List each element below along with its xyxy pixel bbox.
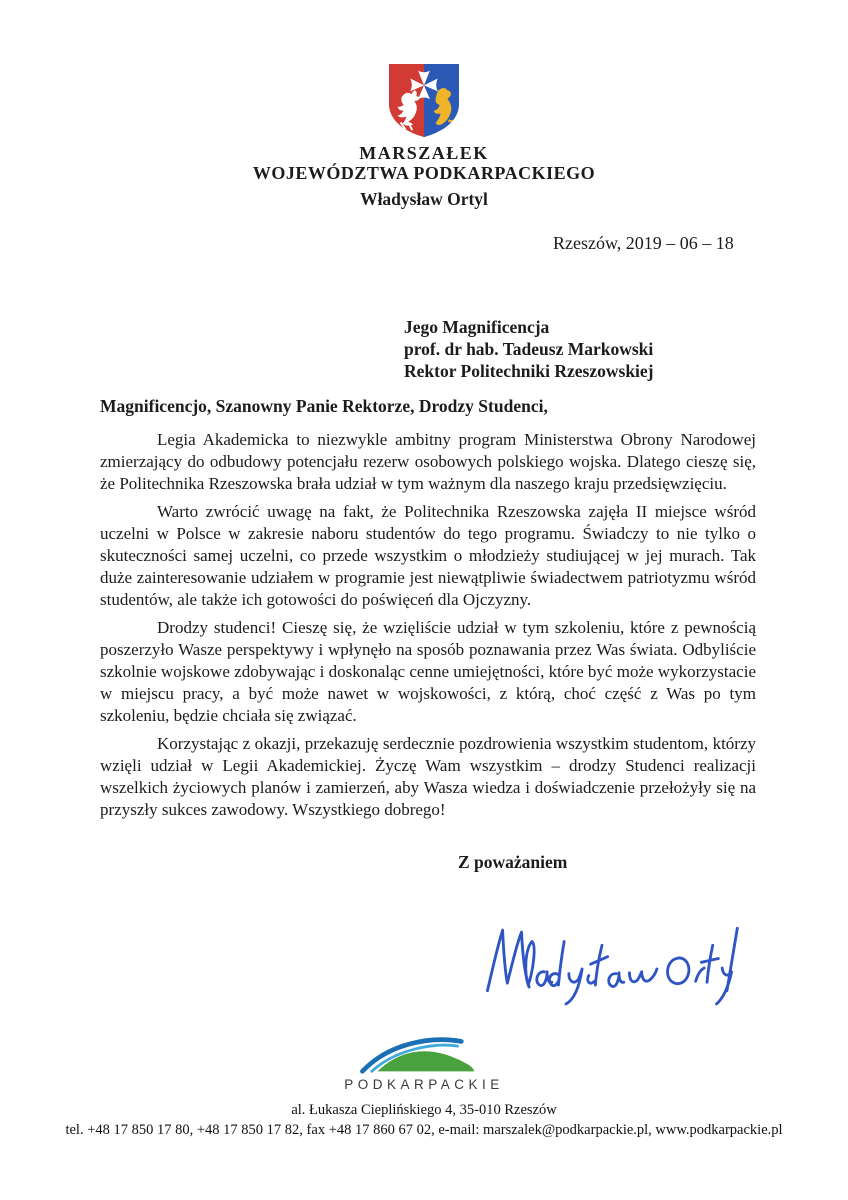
letterhead-title-line2: WOJEWÓDZTWA PODKARPACKIEGO bbox=[252, 163, 596, 183]
podkarpackie-logo-icon bbox=[349, 1034, 499, 1076]
letter-body bbox=[100, 429, 756, 828]
podkarpackie-logo bbox=[0, 1034, 848, 1092]
body-paragraph-4: Korzystając z okazji, przekazuję serdecznie pozdrowienia wszystkim studentom, którzy wzięli udział w Legii Akademickiej. Życzę Wam wszystkim – drodzy Studenci realizacji wszelkich życiowych planów i zamierzeń, aby Wasza wiedza i doświadczenie przełożyły się na przyszły sukces zawodowy. Wszystkiego dobrego! bbox=[100, 734, 756, 819]
logo-wordmark: PODKARPACKIE bbox=[344, 1077, 504, 1092]
addressee-honorific: Jego Magnificencja bbox=[404, 317, 550, 337]
coat-of-arms-icon bbox=[380, 60, 468, 145]
footer-contact: tel. +48 17 850 17 80, +48 17 850 17 82, fax +48 17 860 67 02, e-mail: marszalek@podkarpackie.pl, www.podkarpackie.pl bbox=[65, 1122, 783, 1138]
letterhead bbox=[0, 143, 848, 210]
body-paragraph-1: Legia Akademicka to niezwykle ambitny program Ministerstwa Obrony Narodowej zmierzający do odbudowy potencjału rezerw osobowych polskiego wojska. Dlatego cieszę się, że Politechnika Rzeszowska brała udział w tym ważnym dla naszego kraju przedsięwzięciu. bbox=[100, 430, 756, 493]
addressee-block bbox=[404, 316, 654, 382]
salutation: Magnificencjo, Szanowny Panie Rektorze, Drodzy Studenci, bbox=[100, 396, 548, 416]
date-line: Rzeszów, 2019 – 06 – 18 bbox=[553, 233, 734, 253]
addressee-title: Rektor Politechniki Rzeszowskiej bbox=[404, 361, 654, 381]
signature-image bbox=[478, 918, 743, 1023]
footer bbox=[0, 1100, 848, 1140]
valediction: Z poważaniem bbox=[458, 852, 568, 872]
sender-name: Władysław Ortyl bbox=[360, 189, 488, 209]
body-paragraph-3: Drodzy studenci! Cieszę się, że wzięliście udział w tym szkoleniu, które z pewnością poszerzyło Wasze perspektywy i wpłynęło na sposób poznawania przez Was świata. Odbyliście szkolnie wojskowe zdobywając i doskonaląc cenne umiejętności, które być może wykorzystacie w miejscu pracy, a być może nawet w wojskowości, z którą, choć część z Was po tym szkoleniu, będzie chciała się związać. bbox=[100, 618, 756, 725]
addressee-name: prof. dr hab. Tadeusz Markowski bbox=[404, 339, 654, 359]
footer-address: al. Łukasza Cieplińskiego 4, 35-010 Rzeszów bbox=[291, 1102, 557, 1118]
letterhead-title-line1: MARSZAŁEK bbox=[359, 143, 489, 163]
body-paragraph-2: Warto zwrócić uwagę na fakt, że Politechnika Rzeszowska zajęła II miejsce wśród uczelni w Polsce w zakresie naboru studentów do tego programu. Świadczy to nie tylko o skuteczności samej uczelni, co przede wszystkim o młodzieży studiującej w jej murach. Tak duże zainteresowanie udziałem w programie jest niewątpliwie świadectwem patriotyzmu wśród studentów, ale także ich gotowości do poświęceń dla Ojczyzny. bbox=[100, 502, 756, 609]
